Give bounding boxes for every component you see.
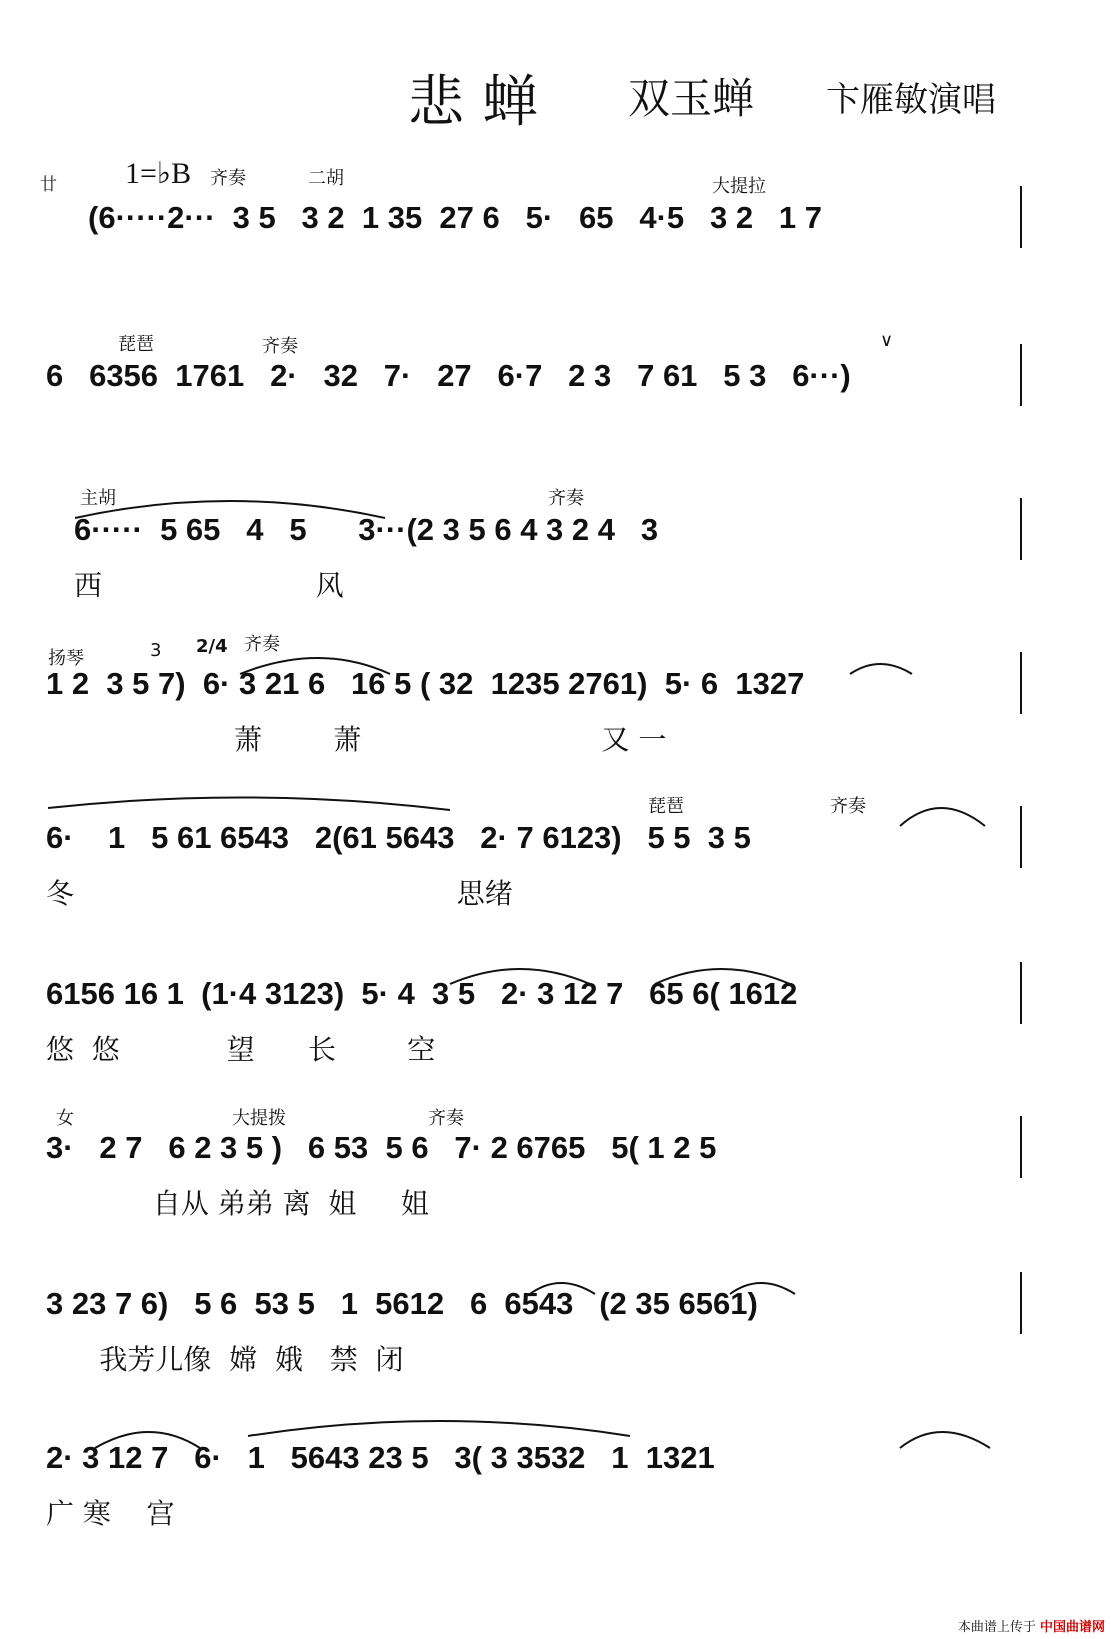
barline bbox=[1020, 806, 1022, 868]
annotation: 齐奏 bbox=[262, 336, 298, 357]
notes: 3 23 7 6) 5 6 53 5 1 5612 6 6543 (2 35 6561) bbox=[46, 1286, 758, 1321]
annotation: 主胡 bbox=[80, 488, 116, 509]
system-4 bbox=[0, 634, 1111, 756]
notes: 6· 1 5 61 6543 2(61 5643 2· 7 6123) 5 5 3 5 bbox=[46, 820, 751, 855]
barline bbox=[1020, 1116, 1022, 1178]
system-6 bbox=[0, 976, 1111, 1066]
title-block bbox=[0, 52, 1111, 142]
footer-text: 本曲谱上传于 bbox=[957, 1620, 1036, 1635]
barline bbox=[1020, 652, 1022, 714]
lyrics: 萧 萧 又 一 bbox=[234, 723, 667, 756]
key-signature: 1=♭B bbox=[125, 157, 192, 190]
barline bbox=[1020, 344, 1022, 406]
notes: 6156 16 1 (1·4 3123) 5· 4 3 5 2· 3 12 7 65 6( 1612 bbox=[46, 976, 798, 1011]
notation-line bbox=[40, 1440, 1071, 1530]
annotation: 大提拨 bbox=[232, 1108, 286, 1129]
annotation: 齐奏 bbox=[548, 488, 584, 509]
notes: 3· 2 7 6 2 3 5 ) 6 53 5 6 7· 2 6765 5( 1 2 5 bbox=[46, 1130, 717, 1165]
footer bbox=[958, 1616, 1105, 1635]
system-1 bbox=[0, 157, 1111, 290]
annotation: 大提拉 bbox=[712, 176, 766, 197]
system-7 bbox=[0, 1108, 1111, 1220]
notation-line bbox=[40, 200, 1071, 260]
footer-brand: 中国曲谱网 bbox=[1039, 1620, 1105, 1635]
annotation: 琵琶 bbox=[648, 796, 684, 817]
song-subtitle: 双玉蝉 bbox=[628, 74, 755, 123]
barline bbox=[1020, 1272, 1022, 1334]
annotation: 扬琴 bbox=[48, 648, 84, 669]
annotation: 琵琶 bbox=[118, 334, 154, 355]
triplet-mark: 3 bbox=[150, 640, 162, 661]
system-8 bbox=[0, 1286, 1111, 1376]
notes: (6·····2··· 3 5 3 2 1 35 27 6 5· 65 4·5 3 2 1 7 bbox=[88, 200, 822, 235]
barline bbox=[1020, 962, 1022, 1024]
annotation: 齐奏 bbox=[428, 1108, 464, 1129]
system-5 bbox=[0, 796, 1111, 910]
barline bbox=[1020, 498, 1022, 560]
notes: 1 2 3 5 7) 6· 3 21 6 16 5 ( 32 1235 2761) 5· 6 1327 bbox=[46, 666, 805, 701]
lyrics: 西 风 bbox=[74, 569, 344, 602]
annotation: 齐奏 bbox=[244, 634, 280, 655]
barline bbox=[1020, 186, 1022, 248]
system-9 bbox=[0, 1440, 1111, 1530]
lyrics: 广 寒 宫 bbox=[46, 1497, 175, 1530]
breath-mark: ∨ bbox=[880, 330, 894, 351]
lyrics: 我芳儿像 嫦 娥 禁 闭 bbox=[46, 1343, 404, 1376]
notation-line bbox=[40, 820, 1071, 910]
lyrics: 冬 思绪 bbox=[46, 877, 513, 910]
notes: 2· 3 12 7 6· 1 5643 23 5 3( 3 3532 1 1321 bbox=[46, 1440, 715, 1475]
lyrics: 自从 弟弟 离 姐 姐 bbox=[46, 1187, 429, 1220]
notation-line bbox=[40, 666, 1071, 756]
notation-line bbox=[40, 1286, 1071, 1376]
time-signature: 2/4 bbox=[196, 636, 228, 657]
annotation: 齐奏 bbox=[210, 168, 246, 189]
system-3 bbox=[0, 488, 1111, 602]
annotation: 齐奏 bbox=[830, 796, 866, 817]
system-2 bbox=[0, 330, 1111, 448]
song-title: 悲蝉 bbox=[408, 70, 556, 135]
notation-line bbox=[40, 1130, 1071, 1220]
tempo-mark: 廿 bbox=[40, 175, 57, 195]
notes: 6 6356 1761 2· 32 7· 27 6·7 2 3 7 61 5 3 6···) bbox=[46, 358, 851, 393]
song-singer: 卞雁敏演唱 bbox=[826, 80, 996, 120]
annotation: 二胡 bbox=[308, 168, 344, 189]
annotation: 女 bbox=[56, 1108, 74, 1129]
notation-line bbox=[40, 512, 1071, 602]
notation-line bbox=[40, 358, 1071, 418]
notation-line bbox=[40, 976, 1071, 1066]
notes: 6····· 5 65 4 5 3···(2 3 5 6 4 3 2 4 3 bbox=[74, 512, 659, 547]
lyrics: 悠 悠 望 长 空 bbox=[46, 1033, 436, 1066]
